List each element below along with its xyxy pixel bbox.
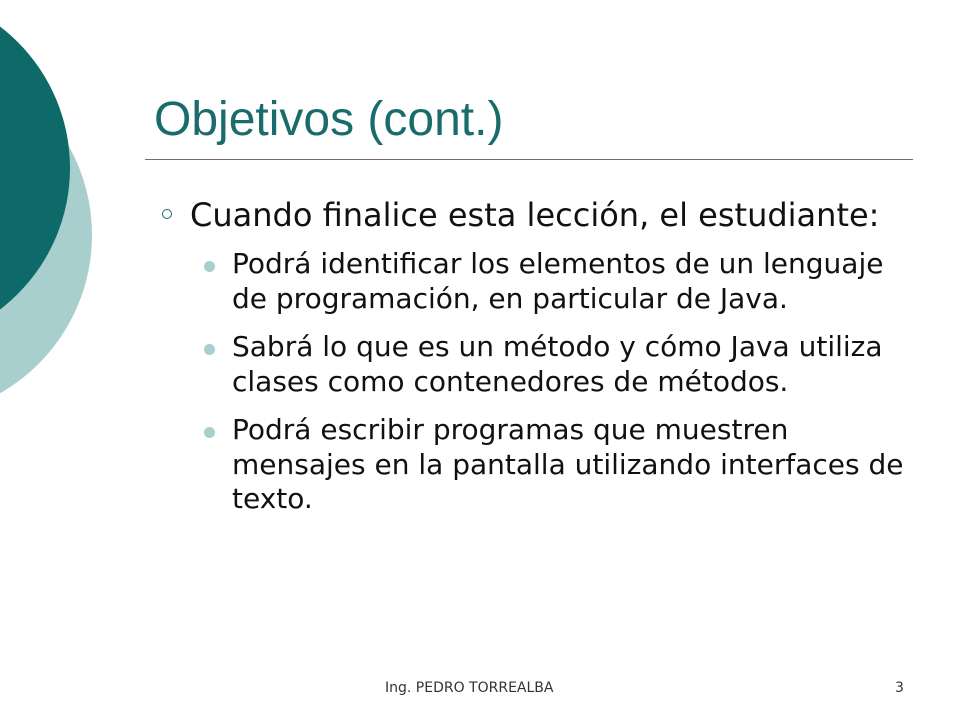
hollow-circle-bullet-icon [162,209,172,219]
sub-bullet-text: Sabrá lo que es un método y cómo Java utiliza clases como contenedores de métodos. [232,330,883,398]
sub-bullet-item [232,247,912,316]
dot-bullet-icon [204,427,215,438]
dot-bullet-icon [204,261,215,272]
sub-bullet-text: Podrá identificar los elementos de un lenguaje de programación, en particular de Java. [232,247,884,315]
main-bullet-text: Cuando finalice esta lección, el estudiante: [190,196,880,234]
title-divider [145,159,913,160]
sub-bullet-item [232,413,912,517]
slide-title: Objetivos (cont.) [154,93,504,146]
sub-bullet-text: Podrá escribir programas que muestren mensajes en la pantalla utilizando interfaces de texto. [232,413,904,515]
sub-bullet-list [190,247,920,517]
dot-bullet-icon [204,344,215,355]
page-number: 3 [895,680,904,696]
sub-bullet-item [232,330,912,399]
footer-author: Ing. PEDRO TORREALBA [385,680,554,696]
slide-content [190,194,920,531]
decorative-circles [0,0,120,400]
main-bullet-item [190,194,920,517]
